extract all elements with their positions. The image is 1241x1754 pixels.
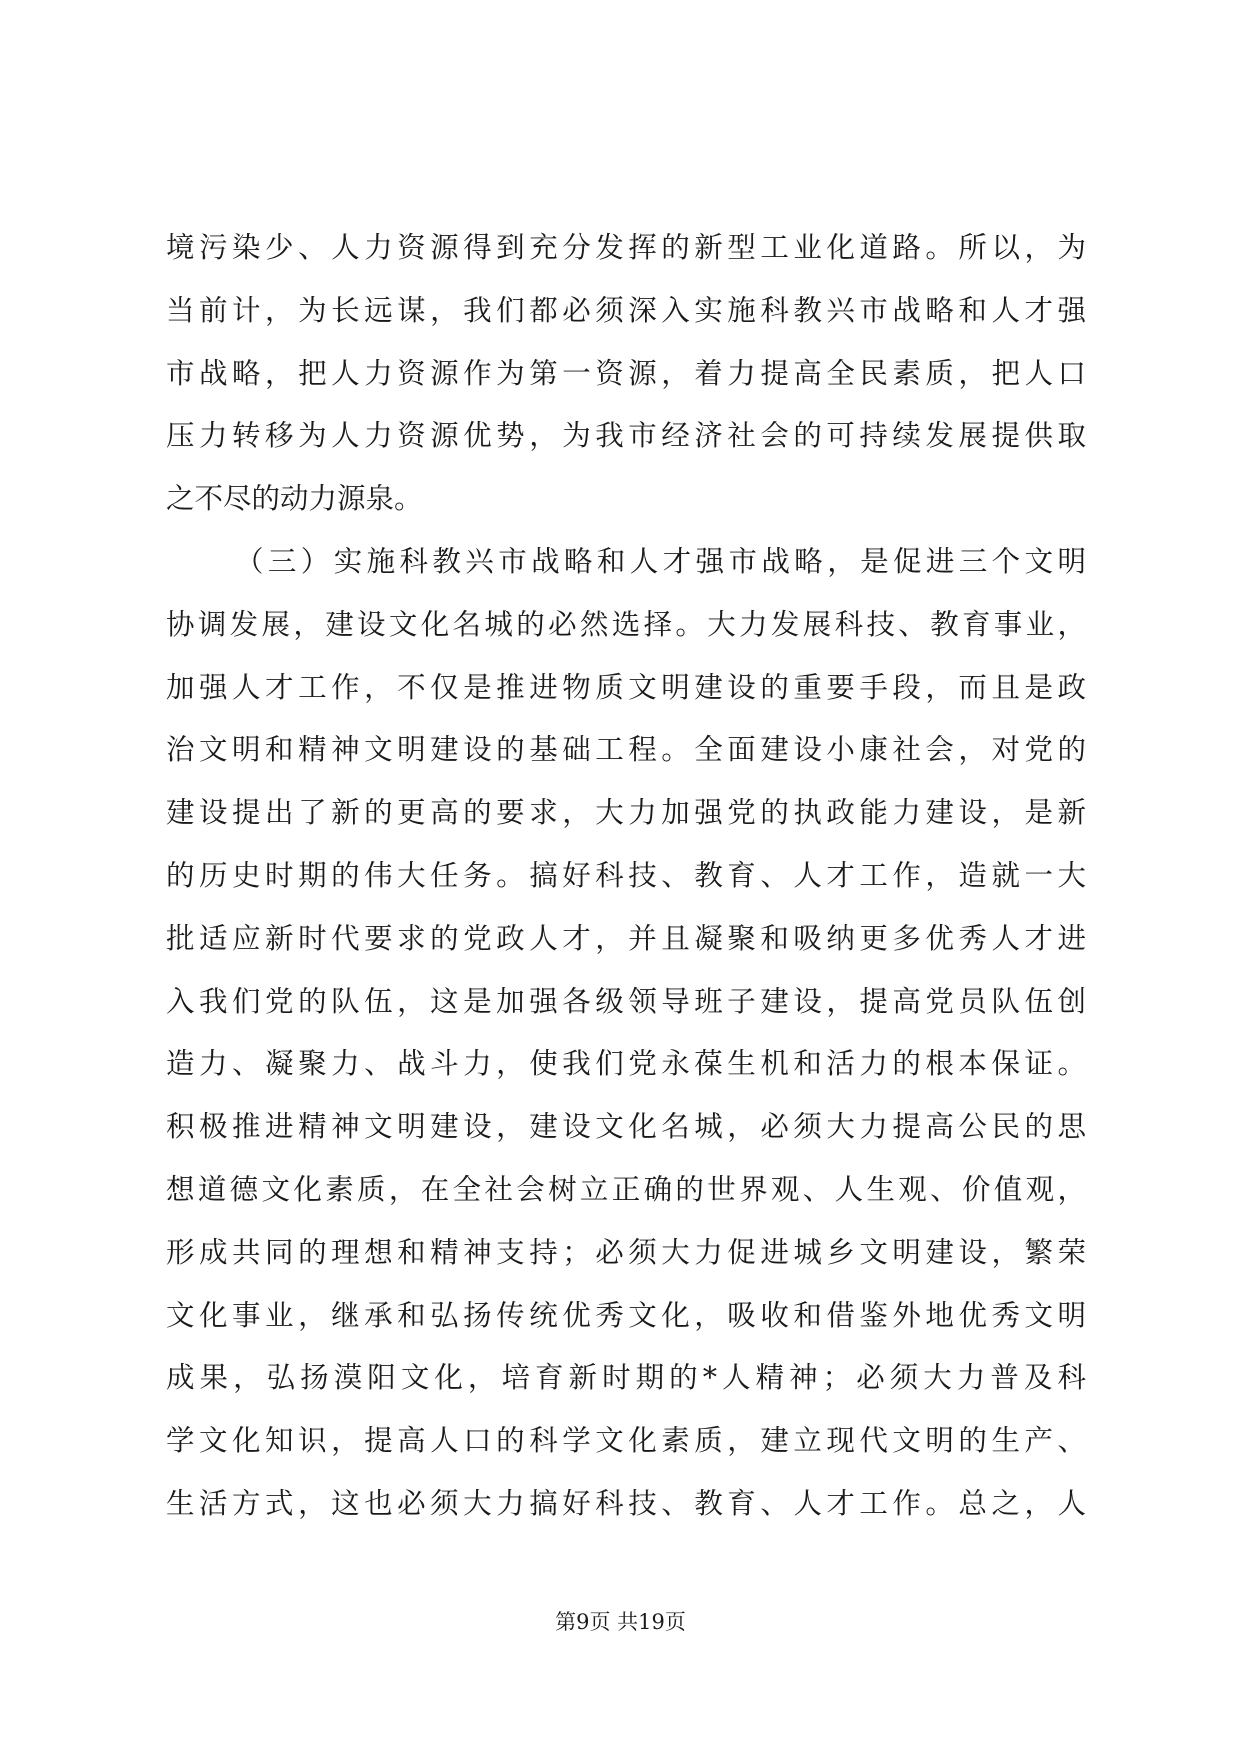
text-line: 文化事业，继承和弘扬传统优秀文化，吸收和借鉴外地优秀文明 bbox=[166, 1298, 1086, 1332]
text-line: 入我们党的队伍，这是加强各级领导班子建设，提高党员队伍创 bbox=[166, 984, 1086, 1018]
page-number-footer: 第9页 共19页 bbox=[555, 1610, 686, 1634]
text-line: 协调发展，建设文化名城的必然选择。大力发展科技、教育事业， bbox=[166, 607, 1086, 641]
text-line: 学文化知识，提高人口的科学文化素质，建立现代文明的生产、 bbox=[166, 1424, 1086, 1458]
text-line: 生活方式，这也必须大力搞好科技、教育、人才工作。总之，人 bbox=[166, 1486, 1086, 1520]
text-line: 治文明和精神文明建设的基础工程。全面建设小康社会，对党的 bbox=[166, 733, 1086, 767]
text-line: 成果，弘扬漠阳文化，培育新时期的*人精神；必须大力普及科 bbox=[166, 1361, 1086, 1395]
text-line: 市战略，把人力资源作为第一资源，着力提高全民素质，把人口 bbox=[166, 356, 1086, 390]
text-line: 境污染少、人力资源得到充分发挥的新型工业化道路。所以，为 bbox=[166, 231, 1086, 264]
text-line: （三）实施科教兴市战略和人才强市战略，是促进三个文明 bbox=[235, 544, 1086, 578]
text-line: 批适应新时代要求的党政人才，并且凝聚和吸纳更多优秀人才进 bbox=[166, 921, 1086, 955]
text-line: 想道德文化素质，在全社会树立正确的世界观、人生观、价值观， bbox=[166, 1172, 1086, 1206]
body-text bbox=[166, 233, 1086, 1552]
text-line: 形成共同的理想和精神支持；必须大力促进城乡文明建设，繁荣 bbox=[166, 1235, 1086, 1269]
text-line: 造力、凝聚力、战斗力，使我们党永葆生机和活力的根本保证。 bbox=[166, 1047, 1086, 1081]
text-line: 积极推进精神文明建设，建设文化名城，必须大力提高公民的思 bbox=[166, 1110, 1086, 1144]
text-line: 加强人才工作，不仅是推进物质文明建设的重要手段，而且是政 bbox=[166, 670, 1086, 704]
text-line: 之不尽的动力源泉。 bbox=[166, 482, 423, 516]
text-line: 当前计，为长远谋，我们都必须深入实施科教兴市战略和人才强 bbox=[166, 293, 1086, 327]
text-line: 压力转移为人力资源优势，为我市经济社会的可持续发展提供取 bbox=[166, 419, 1086, 453]
text-line: 建设提出了新的更高的要求，大力加强党的执政能力建设，是新 bbox=[166, 796, 1086, 830]
text-line: 的历史时期的伟大任务。搞好科技、教育、人才工作，造就一大 bbox=[166, 858, 1086, 892]
